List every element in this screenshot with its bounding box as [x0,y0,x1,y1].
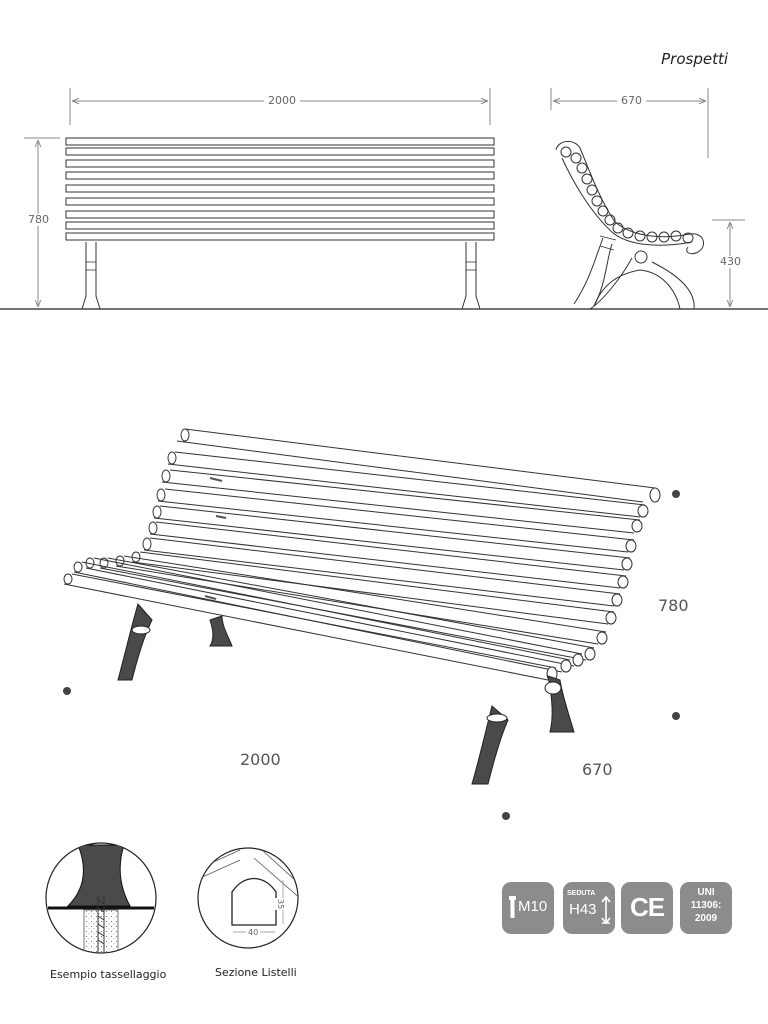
bolt-label: M10 [518,898,548,915]
seat-height-value: H43 [569,901,597,918]
page-title: Prospetti [661,50,728,68]
slat-height-label: 35 [276,899,285,910]
ce-mark-label: CE [629,892,665,922]
seat-height-badge [563,882,615,934]
front-view [24,88,494,309]
side-seat-height-label: 430 [716,256,745,268]
perspective-legs [118,604,574,784]
uni-line-1: UNI [697,887,715,898]
front-height-label: 780 [24,214,53,226]
perspective-width-label: 2000 [240,750,281,769]
seat-label: SEDUTA [567,890,596,897]
front-width-label: 2000 [264,95,300,107]
side-view [551,88,745,309]
perspective-height-label: 780 [658,596,689,615]
uni-line-3: 2009 [694,913,718,924]
bolt-icon [509,896,516,918]
bolt-m10-badge [502,882,554,934]
ce-mark-badge [621,882,673,934]
height-arrow-icon [601,896,611,924]
front-right-leg [462,242,480,309]
slat-width-label: 40 [248,928,259,937]
side-slat-circles [561,147,693,243]
uni-standard-badge [680,882,732,934]
side-depth-label: 670 [617,95,646,107]
uni-line-2: 11306: [690,900,722,911]
slat-section-caption: Sezione Listelli [215,966,297,979]
anchoring-caption: Esempio tassellaggio [50,968,167,981]
front-left-leg [82,242,100,309]
anchoring-detail [46,843,156,960]
perspective-slats [64,429,660,681]
front-slats [66,138,494,240]
perspective-depth-label: 670 [582,760,613,779]
